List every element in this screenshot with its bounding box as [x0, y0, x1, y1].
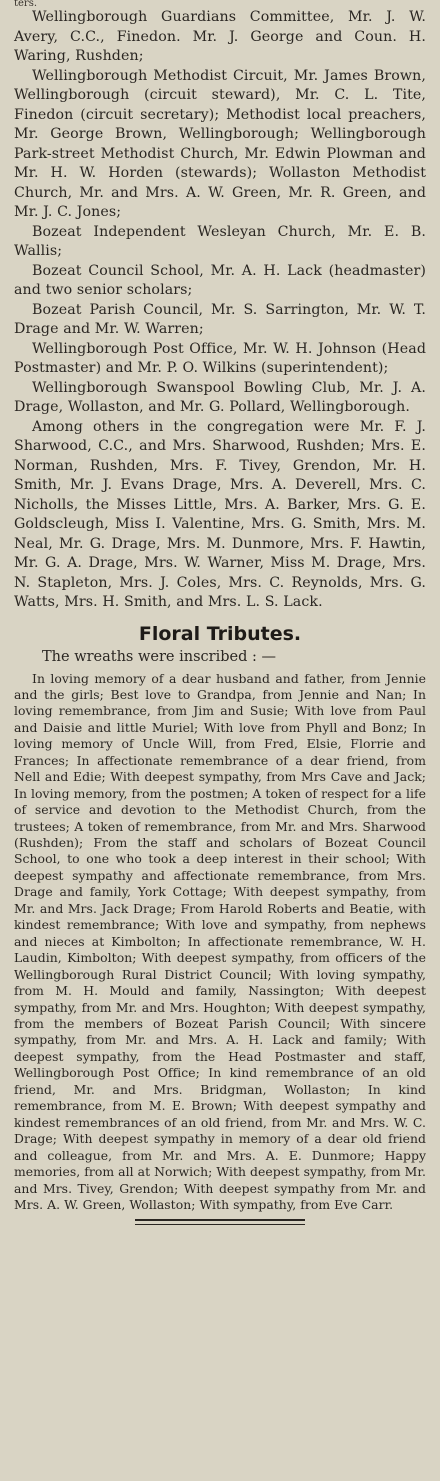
paragraph: Wellingborough Post Office, Mr. W. H. Johnson (Head Postmaster) and Mr. P. O. Wilkins (superintendent);: [14, 340, 426, 376]
section-heading: Floral Tributes.: [138, 622, 302, 645]
cut-off-text: ters.: [14, 0, 38, 8]
paragraph: Wellingborough Swanspool Bowling Club, Mr. J. A. Drage, Wollaston, and Mr. G. Pollard, Wellingborough.: [14, 379, 426, 415]
paragraph: Wellingborough Methodist Circuit, Mr. James Brown, Wellingborough (circuit steward), Mr. C. L. Tite, Finedon (circuit secretary); Methodist local preachers, Mr. George Brown, Wellingborough; Wellingborough Park-street Methodist Church, Mr. Edwin Plowman and Mr. H. W. Horden (stewards); Wollaston Methodist Church, Mr. and Mrs. A. W. Green, Mr. R. Green, and Mr. J. C. Jones;: [14, 67, 426, 220]
tributes-paragraph: In loving memory of a dear husband and father, from Jennie and the girls; Best love to Grandpa, from Jennie and Nan; In loving remembrance, from Jim and Susie; With love from Paul and Daisie and little Muriel; With love from Phyll and Bonz; In loving memory of Uncle Will, from Fred, Elsie, Florrie and Frances; In affectionate remembrance of a dear friend, from Nell and Edie; With deepest sympathy, from Mrs Cave and Jack; In loving memory, from the postmen; A token of respect for a life of service and devotion to the Methodist Church, from the trustees; A token of remembrance, from Mr. and Mrs. Sharwood (Rushden); From the staff and scholars of Bozeat Council School, to one who took a deep interest in their school; With deepest sympathy and affectionate remembrance, from Mrs. Drage and family, York Cottage; With deepest sympathy, from Mr. and Mrs. Jack Drage; From Harold Roberts and Beatie, with kindest remembrance; With love and sympathy, from nephews and nieces at Kimbolton; In affectionate remembrance, W. H. Laudin, Kimbolton; With deepest sympathy, from officers of the Wellingborough Rural District Council; With loving sympathy, from M. H. Mould and family, Nassington; With deepest sympathy, from Mr. and Mrs. Houghton; With deepest sympathy, from the members of Bozeat Parish Council; With sincere sympathy, from Mr. and Mrs. A. H. Lack and family; With deepest sympathy, from the Head Postmaster and staff, Wellingborough Post Office; In kind remembrance of an old friend, Mr. and Mrs. Bridgman, Wollaston; In kind remembrance, from M. E. Brown; With deepest sympathy and kindest remembrances of an old friend, from Mr. and Mrs. W. C. Drage; With deepest sympathy in memory of a dear old friend and colleague, from Mr. and Mrs. A. E. Dunmore; Happy memories, from all at Norwich; With deepest sympathy, from Mr. and Mrs. Tivey, Grendon; With deepest sympathy from Mr. and Mrs. A. W. Green, Wollaston; With sympathy, from Eve Carr.: [14, 670, 426, 1212]
paragraph: Bozeat Council School, Mr. A. H. Lack (headmaster) and two senior scholars;: [14, 262, 426, 298]
mourners-list: [14, 8, 426, 613]
section-intro: The wreaths were inscribed : —: [42, 648, 276, 665]
paragraph: Bozeat Parish Council, Mr. S. Sarrington, Mr. W. T. Drage and Mr. W. Warren;: [14, 301, 426, 337]
paragraph: Bozeat Independent Wesleyan Church, Mr. E. B. Wallis;: [14, 223, 426, 259]
end-rule: [135, 1219, 305, 1225]
paragraph: Wellingborough Guardians Committee, Mr. J. W. Avery, C.C., Finedon. Mr. J. George and Coun. H. Waring, Rushden;: [14, 9, 426, 64]
paragraph: Among others in the congregation were Mr. F. J. Sharwood, C.C., and Mrs. Sharwood, Rushden; Mrs. E. Norman, Rushden, Mrs. F. Tivey, Grendon, Mr. H. Smith, Mr. J. Evans Drage, Mrs. A. Deverell, Mrs. C. Nicholls, the Misses Little, Mrs. A. Barker, Mrs. G. E. Goldscleugh, Miss I. Valentine, Mrs. G. Smith, Mrs. M. Neal, Mr. G. Drage, Mrs. M. Dunmore, Mrs. F. Hawtin, Mr. G. A. Drage, Mrs. W. Warner, Miss M. Drage, Mrs. N. Stapleton, Mrs. J. Coles, Mrs. C. Reynolds, Mrs. G. Watts, Mrs. H. Smith, and Mrs. L. S. Lack.: [14, 418, 426, 610]
